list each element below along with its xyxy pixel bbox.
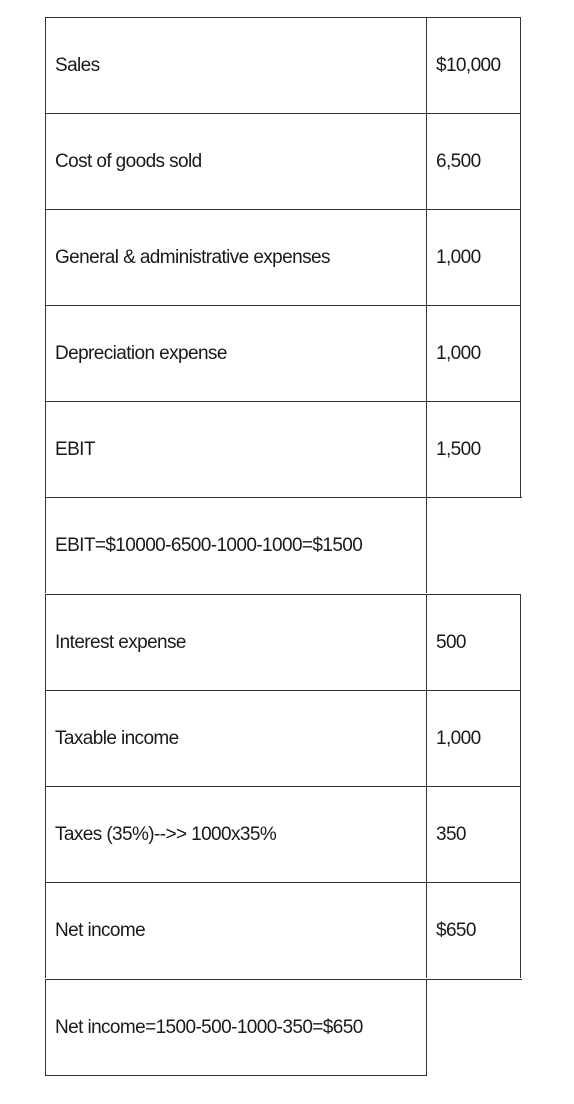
- ebit-calculation: EBIT=$10000-6500-1000-1000=$1500: [45, 497, 427, 593]
- row-value: 350: [426, 786, 521, 882]
- divider: [45, 1075, 427, 1076]
- row-label: Interest expense: [45, 594, 427, 690]
- row-value: 1,000: [426, 305, 521, 401]
- row-label: Depreciation expense: [45, 305, 427, 401]
- row-value: 6,500: [426, 113, 521, 209]
- row-label: General & administrative expenses: [45, 209, 427, 305]
- row-label: Net income: [45, 882, 427, 978]
- row-label: Taxes (35%)-->> 1000x35%: [45, 786, 427, 882]
- row-value: 1,000: [426, 690, 521, 786]
- divider: [426, 979, 522, 980]
- row-label: EBIT: [45, 401, 427, 497]
- row-label: Cost of goods sold: [45, 113, 427, 209]
- row-value: $650: [426, 882, 521, 978]
- row-value: 1,000: [426, 209, 521, 305]
- row-value: 500: [426, 594, 521, 690]
- row-label: Sales: [45, 17, 427, 113]
- row-value: $10,000: [426, 17, 521, 113]
- net-income-calculation: Net income=1500-500-1000-350=$650: [45, 979, 427, 1075]
- row-value: 1,500: [426, 401, 521, 497]
- row-label: Taxable income: [45, 690, 427, 786]
- divider: [426, 497, 522, 498]
